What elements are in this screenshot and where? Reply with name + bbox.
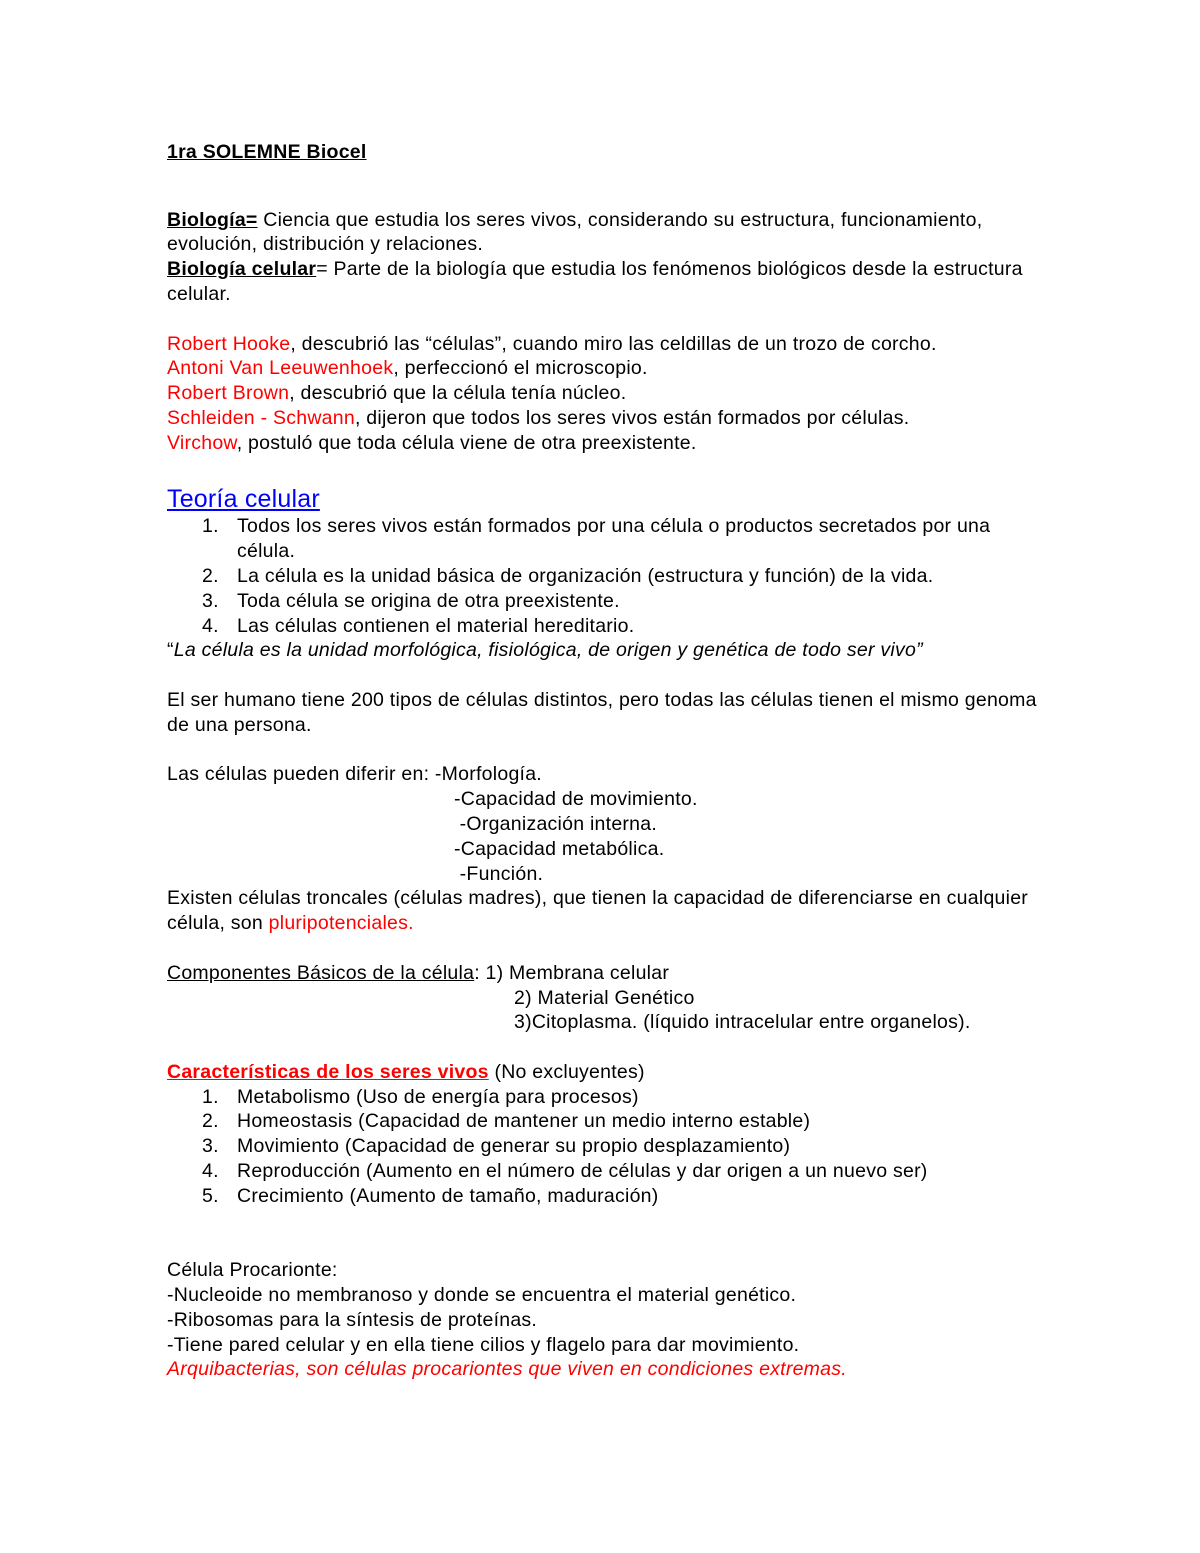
quote-text: La célula es la unidad morfológica, fisiológica, de origen y genética de todo ser vivo” — [173, 639, 923, 662]
history-text: , postuló que toda célula viene de otra preexistente. — [236, 431, 697, 454]
definition-biologia — [167, 208, 1047, 258]
procarionte-line: -Tiene pared celular y en ella tiene cilios y flagelo para dar movimiento. — [167, 1333, 800, 1356]
teoria-quote — [167, 638, 1047, 663]
list-text: Homeostasis (Capacidad de mantener un medio interno estable) — [237, 1110, 811, 1133]
scientist-name: Robert Brown — [167, 382, 290, 405]
caracteristicas-heading-line — [167, 1060, 1047, 1085]
componente-item: 2) Material Genético — [514, 986, 695, 1009]
definition-term: Biología celular — [167, 258, 317, 281]
diferir-item: -Capacidad metabólica. — [454, 837, 665, 860]
procarionte-line: -Nucleoide no membranoso y donde se encuentra el material genético. — [167, 1284, 797, 1307]
history-item — [167, 332, 1047, 357]
list-item — [167, 1159, 1047, 1184]
list-number: 3. — [202, 1135, 219, 1158]
list-text: Toda célula se origina de otra preexistente. — [237, 589, 620, 612]
diferir-item: -Capacidad de movimiento. — [454, 788, 698, 811]
list-number: 4. — [202, 614, 219, 637]
list-text: Movimiento (Capacidad de generar su propio desplazamiento) — [237, 1135, 791, 1158]
diferir-item: -Morfología. — [434, 763, 542, 786]
list-text: Las células contienen el material hereditario. — [237, 614, 635, 637]
procarionte-note — [167, 1357, 1047, 1382]
list-item — [167, 1109, 1047, 1134]
humano-paragraph: El ser humano tiene 200 tipos de células distintos, pero todas las células tienen el mismo genoma de una persona. — [167, 688, 1037, 736]
list-item — [167, 614, 1047, 639]
troncales-highlight: pluripotenciales. — [268, 912, 414, 935]
list-item — [167, 1085, 1047, 1110]
diferir-item: -Organización interna. — [454, 812, 658, 835]
list-number: 1. — [202, 515, 219, 538]
history-text: , descubrió que la célula tenía núcleo. — [289, 382, 627, 405]
list-number: 1. — [202, 1085, 219, 1108]
list-text: Reproducción (Aumento en el número de células y dar origen a un nuevo ser) — [237, 1160, 928, 1183]
diferir-item: -Función. — [454, 862, 544, 885]
list-item — [167, 589, 1047, 614]
history-item — [167, 381, 1047, 406]
scientist-name: Schleiden - Schwann — [167, 406, 355, 429]
history-text: , descubrió las “células”, cuando miro las celdillas de un trozo de corcho. — [290, 332, 937, 355]
procarionte-heading: Célula Procarionte: — [167, 1259, 338, 1282]
diferir-line — [167, 762, 1047, 787]
list-text: Crecimiento (Aumento de tamaño, maduración) — [237, 1184, 659, 1207]
scientist-name: Virchow — [167, 431, 237, 454]
history-item — [167, 406, 1047, 431]
list-text: La célula es la unidad básica de organización (estructura y función) de la vida. — [237, 564, 934, 587]
procarionte-line: -Ribosomas para la síntesis de proteínas. — [167, 1308, 538, 1331]
componentes-line — [167, 961, 1047, 986]
troncales-text: Existen células troncales (células madres), que tienen la capacidad de diferenciarse en cualquier célula, son — [167, 887, 1029, 935]
scientist-name: Antoni Van Leeuwenhoek — [167, 357, 394, 380]
scientist-name: Robert Hooke — [167, 332, 291, 355]
definition-text: Ciencia que estudia los seres vivos, considerando su estructura, funcionamiento, evolución, distribución y relaciones. — [167, 208, 983, 256]
troncales-paragraph — [167, 886, 1047, 936]
quote-mark: “ — [167, 639, 174, 662]
list-number: 2. — [202, 1110, 219, 1133]
definition-term: Biología= — [167, 208, 258, 231]
caracteristicas-list — [167, 1085, 1047, 1209]
history-item — [167, 431, 1047, 456]
caracteristicas-suffix: (No excluyentes) — [488, 1060, 645, 1083]
definition-text: = Parte de la biología que estudia los fenómenos biológicos desde la estructura celular. — [167, 258, 1023, 305]
list-text: Todos los seres vivos están formados por una célula o productos secretados por una célula. — [237, 515, 991, 563]
document-title: 1ra SOLEMNE Biocel — [167, 141, 367, 163]
caracteristicas-heading: Características de los seres vivos — [167, 1060, 489, 1083]
history-text: , dijeron que todos los seres vivos están formados por células. — [354, 406, 910, 429]
teoria-list — [167, 514, 1047, 638]
definition-biologia-celular — [167, 257, 1047, 307]
list-number: 4. — [202, 1160, 219, 1183]
componentes-label: Componentes Básicos de la célula — [167, 961, 475, 984]
list-number: 3. — [202, 589, 219, 612]
teoria-celular-heading: Teoría celular — [167, 485, 320, 514]
list-item — [167, 1134, 1047, 1159]
history-item — [167, 356, 1047, 381]
list-number: 5. — [202, 1184, 219, 1207]
document-body — [167, 140, 1047, 1382]
list-text: Metabolismo (Uso de energía para procesos) — [237, 1085, 639, 1108]
componentes-sep: : — [474, 961, 486, 984]
history-text: , perfeccionó el microscopio. — [393, 357, 648, 380]
list-item — [167, 514, 1047, 564]
diferir-intro: Las células pueden diferir en: — [167, 763, 435, 786]
componente-item: 3)Citoplasma. (líquido intracelular entre organelos). — [514, 1011, 971, 1034]
list-item — [167, 564, 1047, 589]
list-number: 2. — [202, 564, 219, 587]
componente-item: 1) Membrana celular — [485, 961, 670, 984]
list-item — [167, 1184, 1047, 1209]
procarionte-note-text: Arquibacterias, son células procariontes que viven en condiciones extremas. — [167, 1358, 847, 1381]
